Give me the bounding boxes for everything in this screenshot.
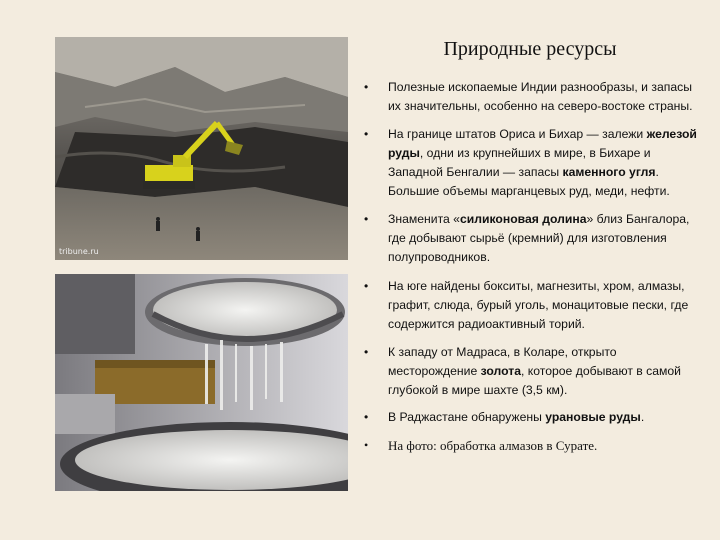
- bullet-bold-term: железой руды: [388, 127, 697, 160]
- bullet-text: , одни из крупнейших в мире, в Бихаре и Западной Бенгалии — запасы: [388, 146, 651, 179]
- photo-watermark: tribune.ru: [59, 247, 99, 256]
- bullet-text: » близ Бангалора, где добывают сырьё (кремний) для изготовления полупроводников.: [388, 212, 690, 264]
- bullet-iron-coal: [358, 125, 698, 201]
- bullet-photo-caption: [358, 436, 698, 455]
- bullet-silicon-valley: [358, 210, 698, 267]
- bullet-text: Полезные ископаемые Индии разнообразы, и запасы их значительны, особенно на северо-востоке страны.: [388, 80, 693, 113]
- bullet-bold-term: золота: [480, 364, 522, 378]
- bullet-bold-term: силиконовая долина: [459, 212, 587, 226]
- bullet-text: На границе штатов Ориса и Бихар — залежи: [388, 127, 647, 141]
- bullet-uranium: [358, 408, 698, 427]
- bullet-text: , которое добывают в самой глубокой в мире шахте (3,5 км).: [388, 364, 681, 397]
- bullet-text: . Большие объемы марганцевых руд, меди, нефти.: [388, 165, 670, 198]
- bullet-bold-term: урановые руды: [545, 410, 641, 424]
- bullet-text: .: [640, 410, 645, 424]
- bullet-south-minerals: [358, 277, 698, 334]
- bullet-text: К западу от Мадраса, в Коларе, открыто месторождение: [388, 345, 617, 378]
- bullet-bold-term: каменного угля: [562, 165, 656, 179]
- bullet-text: На юге найдены бокситы, магнезиты, хром, алмазы, графит, слюда, бурый уголь, монацитовые пески, где содержится радиоактивный торий.: [388, 279, 689, 331]
- bullet-gold: [358, 343, 698, 400]
- metal-pan: [145, 278, 345, 346]
- bullet-minerals-overview: [358, 78, 698, 116]
- bullet-list: [358, 78, 698, 455]
- bullet-text: Знаменита «: [388, 212, 460, 226]
- quarry-photo: [55, 37, 348, 260]
- bullet-text: На фото: обработка алмазов в Сурате.: [388, 438, 598, 453]
- bullet-text: В Раджастане обнаружены: [388, 410, 546, 424]
- slide-title: Природные ресурсы: [443, 38, 617, 60]
- diamonds-photo: [55, 274, 348, 491]
